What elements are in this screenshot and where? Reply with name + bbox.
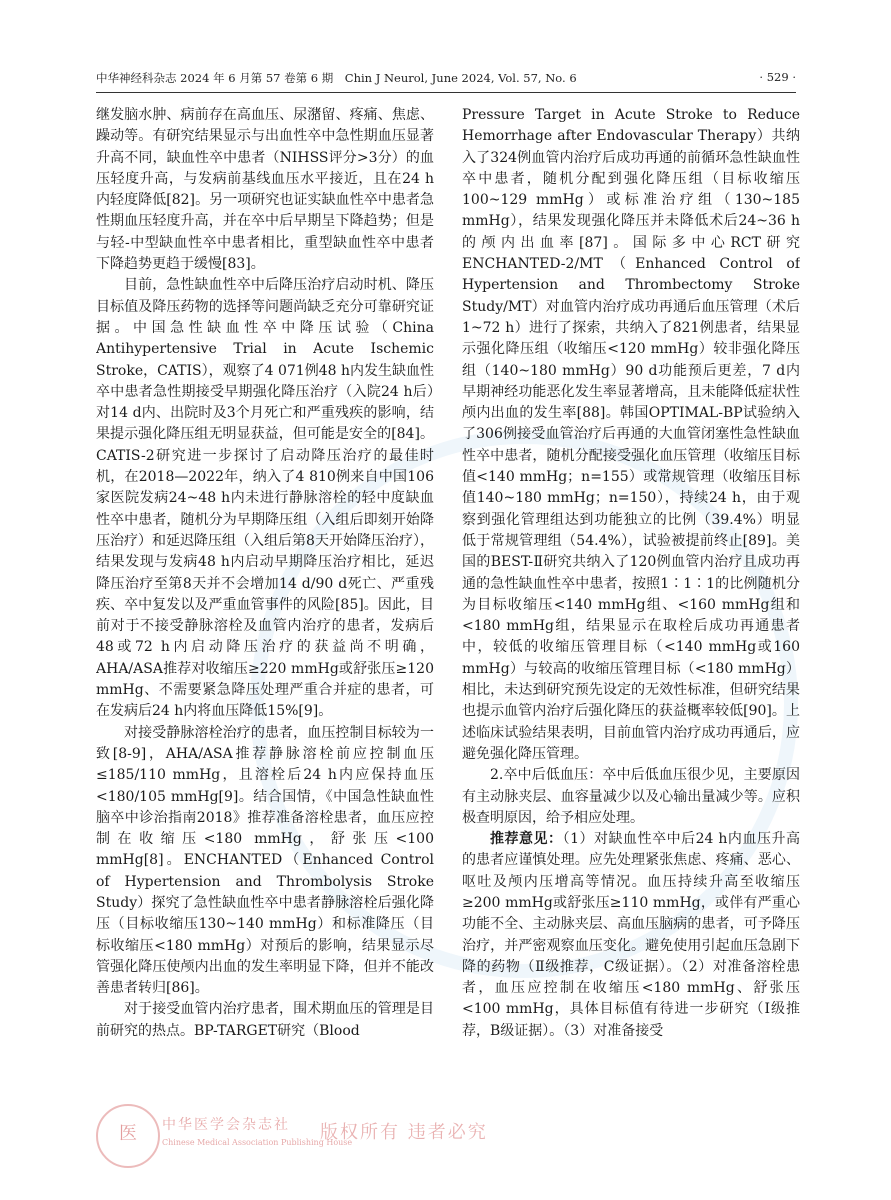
- recommendation-paragraph: [462, 829, 800, 1042]
- right-column: [462, 105, 800, 1165]
- paragraph: 对于接受血管内治疗患者，围术期血压的管理是目前研究的热点。BP-TARGET研究（Blood: [96, 1001, 434, 1039]
- paragraph: 2.卒中后低血压：卒中后低血压很少见，主要原因有主动脉夹层、血容量减少以及心输出量减少等。应积极查明原因，给予相应处理。: [462, 767, 800, 826]
- header-rule: [96, 92, 796, 93]
- page-number: · 529 ·: [759, 70, 796, 84]
- left-column: [96, 105, 434, 1165]
- recommendation-label: 推荐意见：: [490, 831, 563, 848]
- publisher-logo: 医: [96, 1104, 160, 1168]
- paragraph: 对接受静脉溶栓治疗的患者，血压控制目标较为一致[8-9]，AHA/ASA推荐静脉溶栓前应控制血压≤185/110 mmHg，且溶栓后24 h内应保持血压<180/105 mmHg[9]。结合国情，《中国急性缺血性脑卒中诊治指南2018》推荐准备溶栓患者，血压应控制在收缩压<180 mmHg，舒张压<100 mmHg[8]。ENCHANTED（Enhanced Control of Hypertension and Thrombolysis Stroke Study）探究了急性缺血性卒中患者静脉溶栓后强化降压（目标收缩压130~140 mmHg）和标准降压（目标收缩压<180 mmHg）对预后的影响，结果显示尽管强化降压使颅内出血的发生率明显下降，但并不能改善患者转归[86]。: [96, 724, 434, 997]
- paragraph: 继发脑水肿、病前存在高血压、尿潴留、疼痛、焦虑、躁动等。有研究结果显示与出血性卒中急性期血压显著升高不同，缺血性卒中患者（NIHSS评分>3分）的血压轻度升高，与发病前基线血压水平接近，且在24 h内轻度降低[82]。另一项研究也证实缺血性卒中患者急性期血压轻度升高，并在卒中后早期呈下降趋势；但是与轻-中型缺血性卒中患者相比，重型缺血性卒中患者下降趋势更趋于缓慢[83]。: [96, 107, 434, 273]
- journal-citation: 中华神经科杂志 2024 年 6 月第 57 卷第 6 期 Chin J Neurol, June 2024, Vol. 57, No. 6: [96, 71, 577, 85]
- running-header: [96, 70, 796, 90]
- publisher-name-en: Chinese Medical Association Publishing House: [162, 1138, 353, 1147]
- publisher-name: 中华医学会杂志社: [162, 1117, 290, 1133]
- publisher-mark: 版权所有 违者必究: [320, 1122, 488, 1143]
- paragraph: Pressure Target in Acute Stroke to Reduce Hemorrhage after Endovascular Therapy）共纳入了324例血管内治疗后成功再通的前循环急性缺血性卒中患者，随机分配到强化降压组（目标收缩压100~129 mmHg）或标准治疗组（130~185 mmHg），结果发现强化降压并未降低术后24~36 h的颅内出血率[87]。国际多中心RCT研究ENCHANTED-2/MT（Enhanced Control of Hypertension and Thrombectomy Stroke Study/MT）对血管内治疗成功再通后血压管理（术后1~72 h）进行了探索，共纳入了821例患者，结果显示强化降压组（收缩压<120 mmHg）较非强化降压组（140~180 mmHg）90 d功能预后更差，7 d内早期神经功能恶化发生率显著增高，且未能降低症状性颅内出血的发生率[88]。韩国OPTIMAL-BP试验纳入了306例接受血管治疗后再通的大血管闭塞性急性缺血性卒中患者，随机分配接受强化血压管理（收缩压目标值<140 mmHg；n=155）或常规管理（收缩压目标值140~180 mmHg；n=150），持续24 h，由于观察到强化管理组达到功能独立的比例（39.4%）明显低于常规管理组（54.4%），试验被提前终止[89]。美国的BEST-Ⅱ研究共纳入了120例血管内治疗且成功再通的急性缺血性卒中患者，按照1∶1∶1的比例随机分为目标收缩压<140 mmHg组、<160 mmHg组和<180 mmHg组，结果显示在取栓后成功再通患者中，较低的收缩压管理目标（<140 mmHg或160 mmHg）与较高的收缩压管理目标（<180 mmHg）相比，未达到研究预先设定的无效性标准，但研究结果也提示血管内治疗后强化降压的获益概率较低[90]。上述临床试验结果表明，目前血管内治疗成功再通后，应避免强化降压管理。: [462, 107, 800, 762]
- recommendation-text: （1）对缺血性卒中后24 h内血压升高的患者应谨慎处理。应先处理紧张焦虑、疼痛、恶心、呕吐及颅内压增高等情况。血压持续升高至收缩压≥200 mmHg或舒张压≥110 mmHg，或伴有严重心功能不全、主动脉夹层、高血压脑病的患者，可予降压治疗，并严密观察血压变化。避免使用引起血压急剧下降的药物（Ⅱ级推荐，C级证据）。（2）对准备溶栓患者，血压应控制在收缩压<180 mmHg、舒张压<100 mmHg，具体目标值有待进一步研究（Ⅰ级推荐，B级证据）。（3）对准备接受: [462, 831, 800, 1039]
- paragraph: 目前，急性缺血性卒中后降压治疗启动时机、降压目标值及降压药物的选择等问题尚缺乏充分可靠研究证据。中国急性缺血性卒中降压试验（China Antihypertensive Trial in Acute Ischemic Stroke，CATIS），观察了4 071例48 h内发生缺血性卒中患者急性期接受早期强化降压治疗（入院24 h后）对14 d内、出院时及3个月死亡和严重残疾的影响，结果提示强化降压组无明显获益，但可能是安全的[84]。CATIS-2研究进一步探讨了启动降压治疗的最佳时机，在2018—2022年，纳入了4 810例来自中国106家医院发病24~48 h内未进行静脉溶栓的轻中度缺血性卒中患者，随机分为早期降压组（入组后即刻开始降压治疗）和延迟降压组（入组后第8天开始降压治疗），结果发现与发病48 h内启动早期降压治疗相比，延迟降压治疗至第8天并不会增加14 d/90 d死亡、严重残疾、卒中复发以及严重血管事件的风险[85]。因此，目前对于不接受静脉溶栓及血管内治疗的患者，发病后48或72 h内启动降压治疗的获益尚不明确，AHA/ASA推荐对收缩压≥220 mmHg或舒张压≥120 mmHg、不需要紧急降压处理严重合并症的患者，可在发病后24 h内将血压降低15%[9]。: [96, 277, 434, 720]
